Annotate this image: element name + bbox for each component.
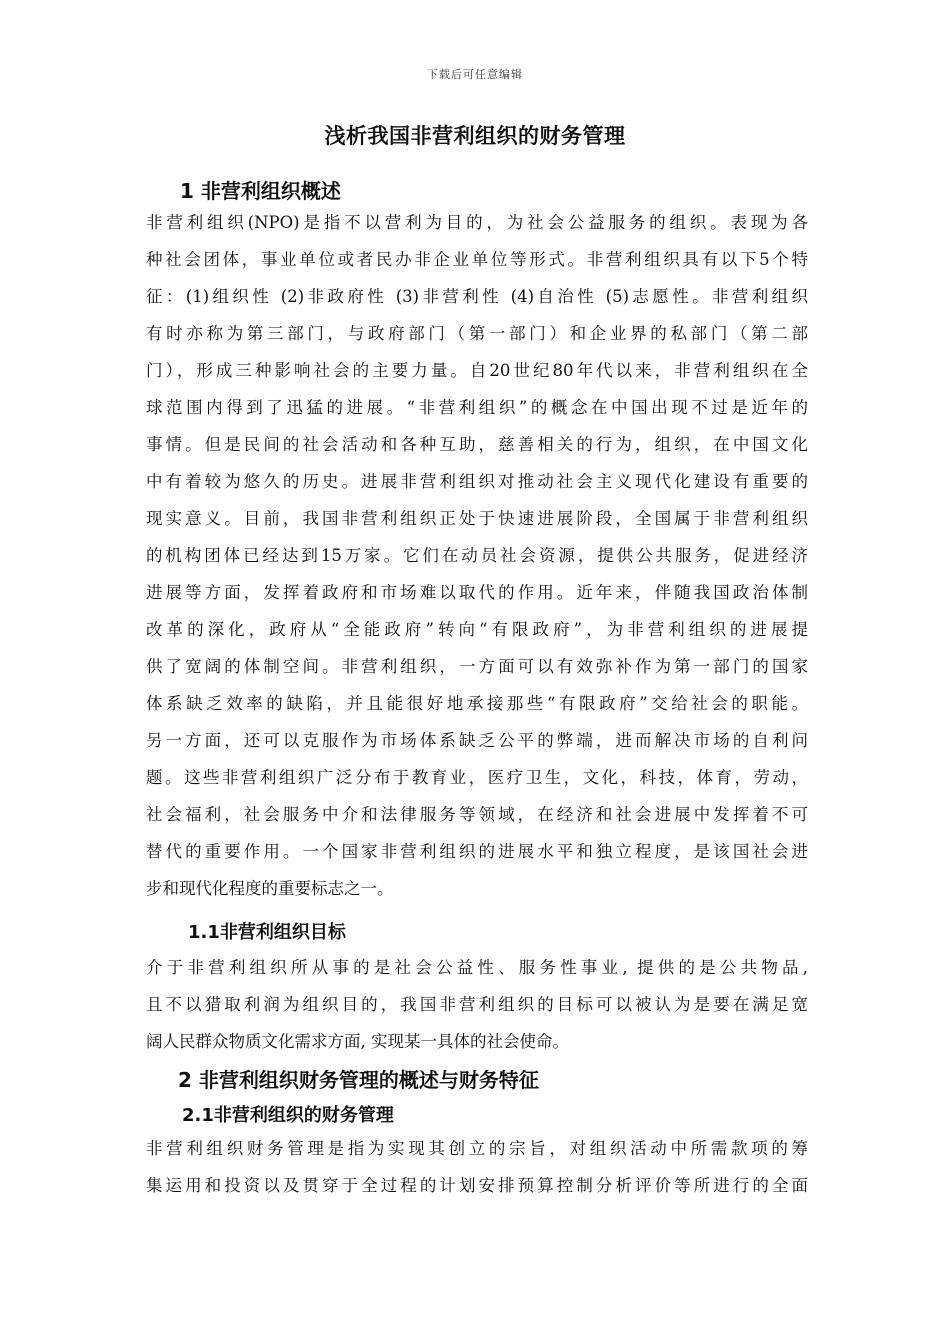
- header-note: 下载后可任意编辑: [427, 68, 523, 81]
- document-title: 浅析我国非营利组织的财务管理: [324, 124, 626, 148]
- paragraph-line: 阔人民群众物质文化需求方面, 实现某一具体的社会使命。: [146, 1032, 569, 1051]
- paragraph-line: 门），形成三种影响社会的主要力量。自20世纪80年代以来，非营利组织在全: [146, 361, 808, 380]
- paragraph-line: 另一方面，还可以克服作为市场体系缺乏公平的弊端，进而解决市场的自利问: [146, 731, 808, 750]
- paragraph-line: 现实意义。目前，我国非营利组织正处于快速进展阶段，全国属于非营利组织: [146, 509, 808, 528]
- paragraph-line: 体系缺乏效率的缺陷，并且能很好地承接那些“有限政府”交给社会的职能。: [146, 694, 808, 713]
- paragraph-line: 题。这些非营利组织广泛分布于教育业，医疗卫生，文化，科技，体育，劳动，: [146, 768, 808, 787]
- paragraph-line: 非营利组织(NPO)是指不以营利为目的，为社会公益服务的组织。表现为各: [146, 213, 808, 232]
- section-2-heading: 2 非营利组织财务管理的概述与财务特征: [178, 1068, 539, 1092]
- section-2-1-heading: 2.1非营利组织的财务管理: [182, 1105, 394, 1126]
- paragraph-line: 供了宽阔的体制空间。非营利组织，一方面可以有效弥补作为第一部门的国家: [146, 657, 808, 676]
- paragraph-line: 种社会团体，事业单位或者民办非企业单位等形式。非营利组织具有以下5个特: [146, 250, 808, 269]
- section-1-paragraph: [146, 204, 808, 907]
- paragraph-line: 非营利组织财务管理是指为实现其创立的宗旨，对组织活动中所需款项的筹: [146, 1139, 808, 1158]
- paragraph-line: 集运用和投资以及贯穿于全过程的计划安排预算控制分析评价等所进行的全面: [146, 1176, 808, 1195]
- paragraph-line: 介于非营利组织所从事的是社会公益性、服务性事业, 提供的是公共物品,: [146, 958, 808, 977]
- paragraph-line: 事情。但是民间的社会活动和各种互助，慈善相关的行为，组织，在中国文化: [146, 435, 808, 454]
- paragraph-line: 的机构团体已经达到15万家。它们在动员社会资源，提供公共服务，促进经济: [146, 546, 808, 565]
- paragraph-line: 替代的重要作用。一个国家非营利组织的进展水平和独立程度，是该国社会进: [146, 842, 808, 861]
- section-2-1-paragraph: [146, 1130, 808, 1204]
- paragraph-line: 且不以猎取利润为组织目的，我国非营利组织的目标可以被认为是要在满足宽: [146, 995, 808, 1014]
- section-1-1-heading: 1.1非营利组织目标: [188, 922, 346, 943]
- section-1-heading: 1 非营利组织概述: [180, 179, 341, 203]
- paragraph-line: 步和现代化程度的重要标志之一。: [146, 879, 394, 898]
- paragraph-line: 征：(1)组织性 (2)非政府性 (3)非营利性 (4)自治性 (5)志愿性。非营利组织: [146, 287, 808, 306]
- paragraph-line: 有时亦称为第三部门，与政府部门（第一部门）和企业界的私部门（第二部: [146, 324, 808, 343]
- paragraph-line: 中有着较为悠久的历史。进展非营利组织对推动社会主义现代化建设有重要的: [146, 472, 808, 491]
- paragraph-line: 球范围内得到了迅猛的进展。“非营利组织”的概念在中国出现不过是近年的: [146, 398, 808, 417]
- paragraph-line: 社会福利，社会服务中介和法律服务等领域，在经济和社会进展中发挥着不可: [146, 805, 808, 824]
- paragraph-line: 改革的深化，政府从“全能政府”转向“有限政府”，为非营利组织的进展提: [146, 620, 808, 639]
- section-1-1-paragraph: [146, 949, 808, 1060]
- paragraph-line: 进展等方面，发挥着政府和市场难以取代的作用。近年来，伴随我国政治体制: [146, 583, 808, 602]
